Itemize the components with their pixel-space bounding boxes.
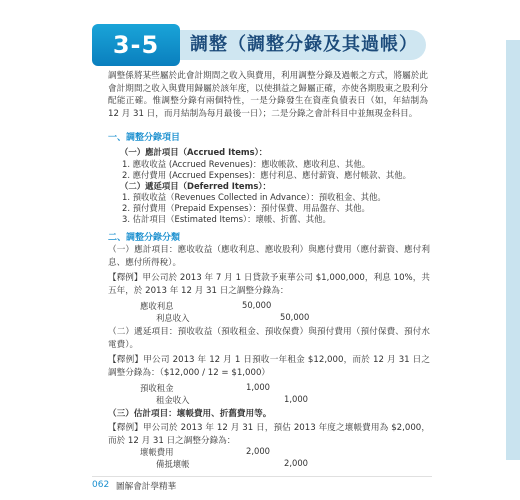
example-2: 【釋例】甲公司 2013 年 12 月 1 日預收一年租金 $12,000，而於 12 月 31 日之調整分錄為：（$12,000 / 12 = $1,000） <box>108 355 430 378</box>
list-item: 1. 預收收益（Revenues Collected in Advance）：預收租金、其他。 <box>122 192 386 202</box>
entry-3-debit-amount: 2,000 <box>246 446 270 456</box>
entry-2-debit-amount: 1,000 <box>246 382 270 392</box>
page-number: 062 <box>92 480 110 490</box>
deferred-group-label: （二）遞延項目（Deferred Items）： <box>120 181 271 191</box>
entry-3-credit: 備抵壞帳 <box>156 459 190 469</box>
accrued-paragraph: （一）應計項目：應收收益（應收利息、應收股利）與應付費用（應付薪資、應付利息、應付所得稅）。 <box>108 245 430 268</box>
side-decoration <box>506 40 520 460</box>
intro-paragraph: 調整係將某些屬於此會計期間之收入與費用，利用調整分錄及過帳之方式，將屬於此會計期間之收入與費用歸屬於該年度，以使損益之歸屬正確，亦使各期股東之股利分配能正確。惟調整分錄有兩個特性，一是分錄發生在資產負債表日（如，年結制為 12 月 31 日，而月結制為每月最後一日）；二是分錄之會計科目中並無現金科目。 <box>108 71 428 119</box>
accrued-group-label: （一）應計項目（Accrued Items）： <box>120 147 268 157</box>
heading-adjusting-items: 一、調整分錄項目 <box>108 133 181 143</box>
example-3: 【釋例】甲公司於 2013 年 12 月 31 日，預估 2013 年度之壞帳費用為 $2,000，而於 12 月 31 日之調整分錄為： <box>108 423 430 446</box>
footer-rule <box>92 476 432 477</box>
list-item: 1. 應收收益 (Accrued Revenues)：應收帳款、應收利息、其他。 <box>122 159 371 169</box>
entry-1-debit: 應收利息 <box>140 301 174 311</box>
entry-1-credit: 利息收入 <box>156 313 190 323</box>
entry-3-credit-amount: 2,000 <box>284 458 308 468</box>
entry-2-credit: 租金收入 <box>156 395 190 405</box>
list-item: 3. 估計項目（Estimated Items）：壞帳、折舊、其他。 <box>122 214 331 224</box>
entry-1-credit-amount: 50,000 <box>280 312 310 322</box>
section-title: 調整（調整分錄及其過帳） <box>190 34 418 55</box>
section-number-badge: 3-5 <box>92 24 180 66</box>
example-1: 【釋例】甲公司於 2013 年 7 月 1 日貸款予東華公司 $1,000,000，利息 10%，共五年，於 2013 年 12 月 31 日之調整分錄為： <box>108 273 430 296</box>
entry-2-debit: 預收租金 <box>140 383 174 393</box>
deferred-paragraph: （二）遞延項目：預收收益（預收租金、預收保費）與預付費用（預付保費、預付水電費）。 <box>108 327 430 350</box>
list-item: 2. 應付費用 (Accrued Expenses)：應付利息、應付薪資、應付帳款、其他。 <box>122 170 412 180</box>
entry-2-credit-amount: 1,000 <box>284 394 308 404</box>
estimated-paragraph: （三）估計項目：壞帳費用、折舊費用等。 <box>108 409 272 419</box>
list-item: 2. 預付費用（Prepaid Expenses）：預付保費、用品盤存、其他。 <box>122 203 370 213</box>
entry-3-debit: 壞帳費用 <box>140 447 174 457</box>
heading-classification: 二、調整分錄分類 <box>108 233 181 243</box>
entry-1-debit-amount: 50,000 <box>242 300 272 310</box>
book-title: 圖解會計學精華 <box>116 482 177 492</box>
